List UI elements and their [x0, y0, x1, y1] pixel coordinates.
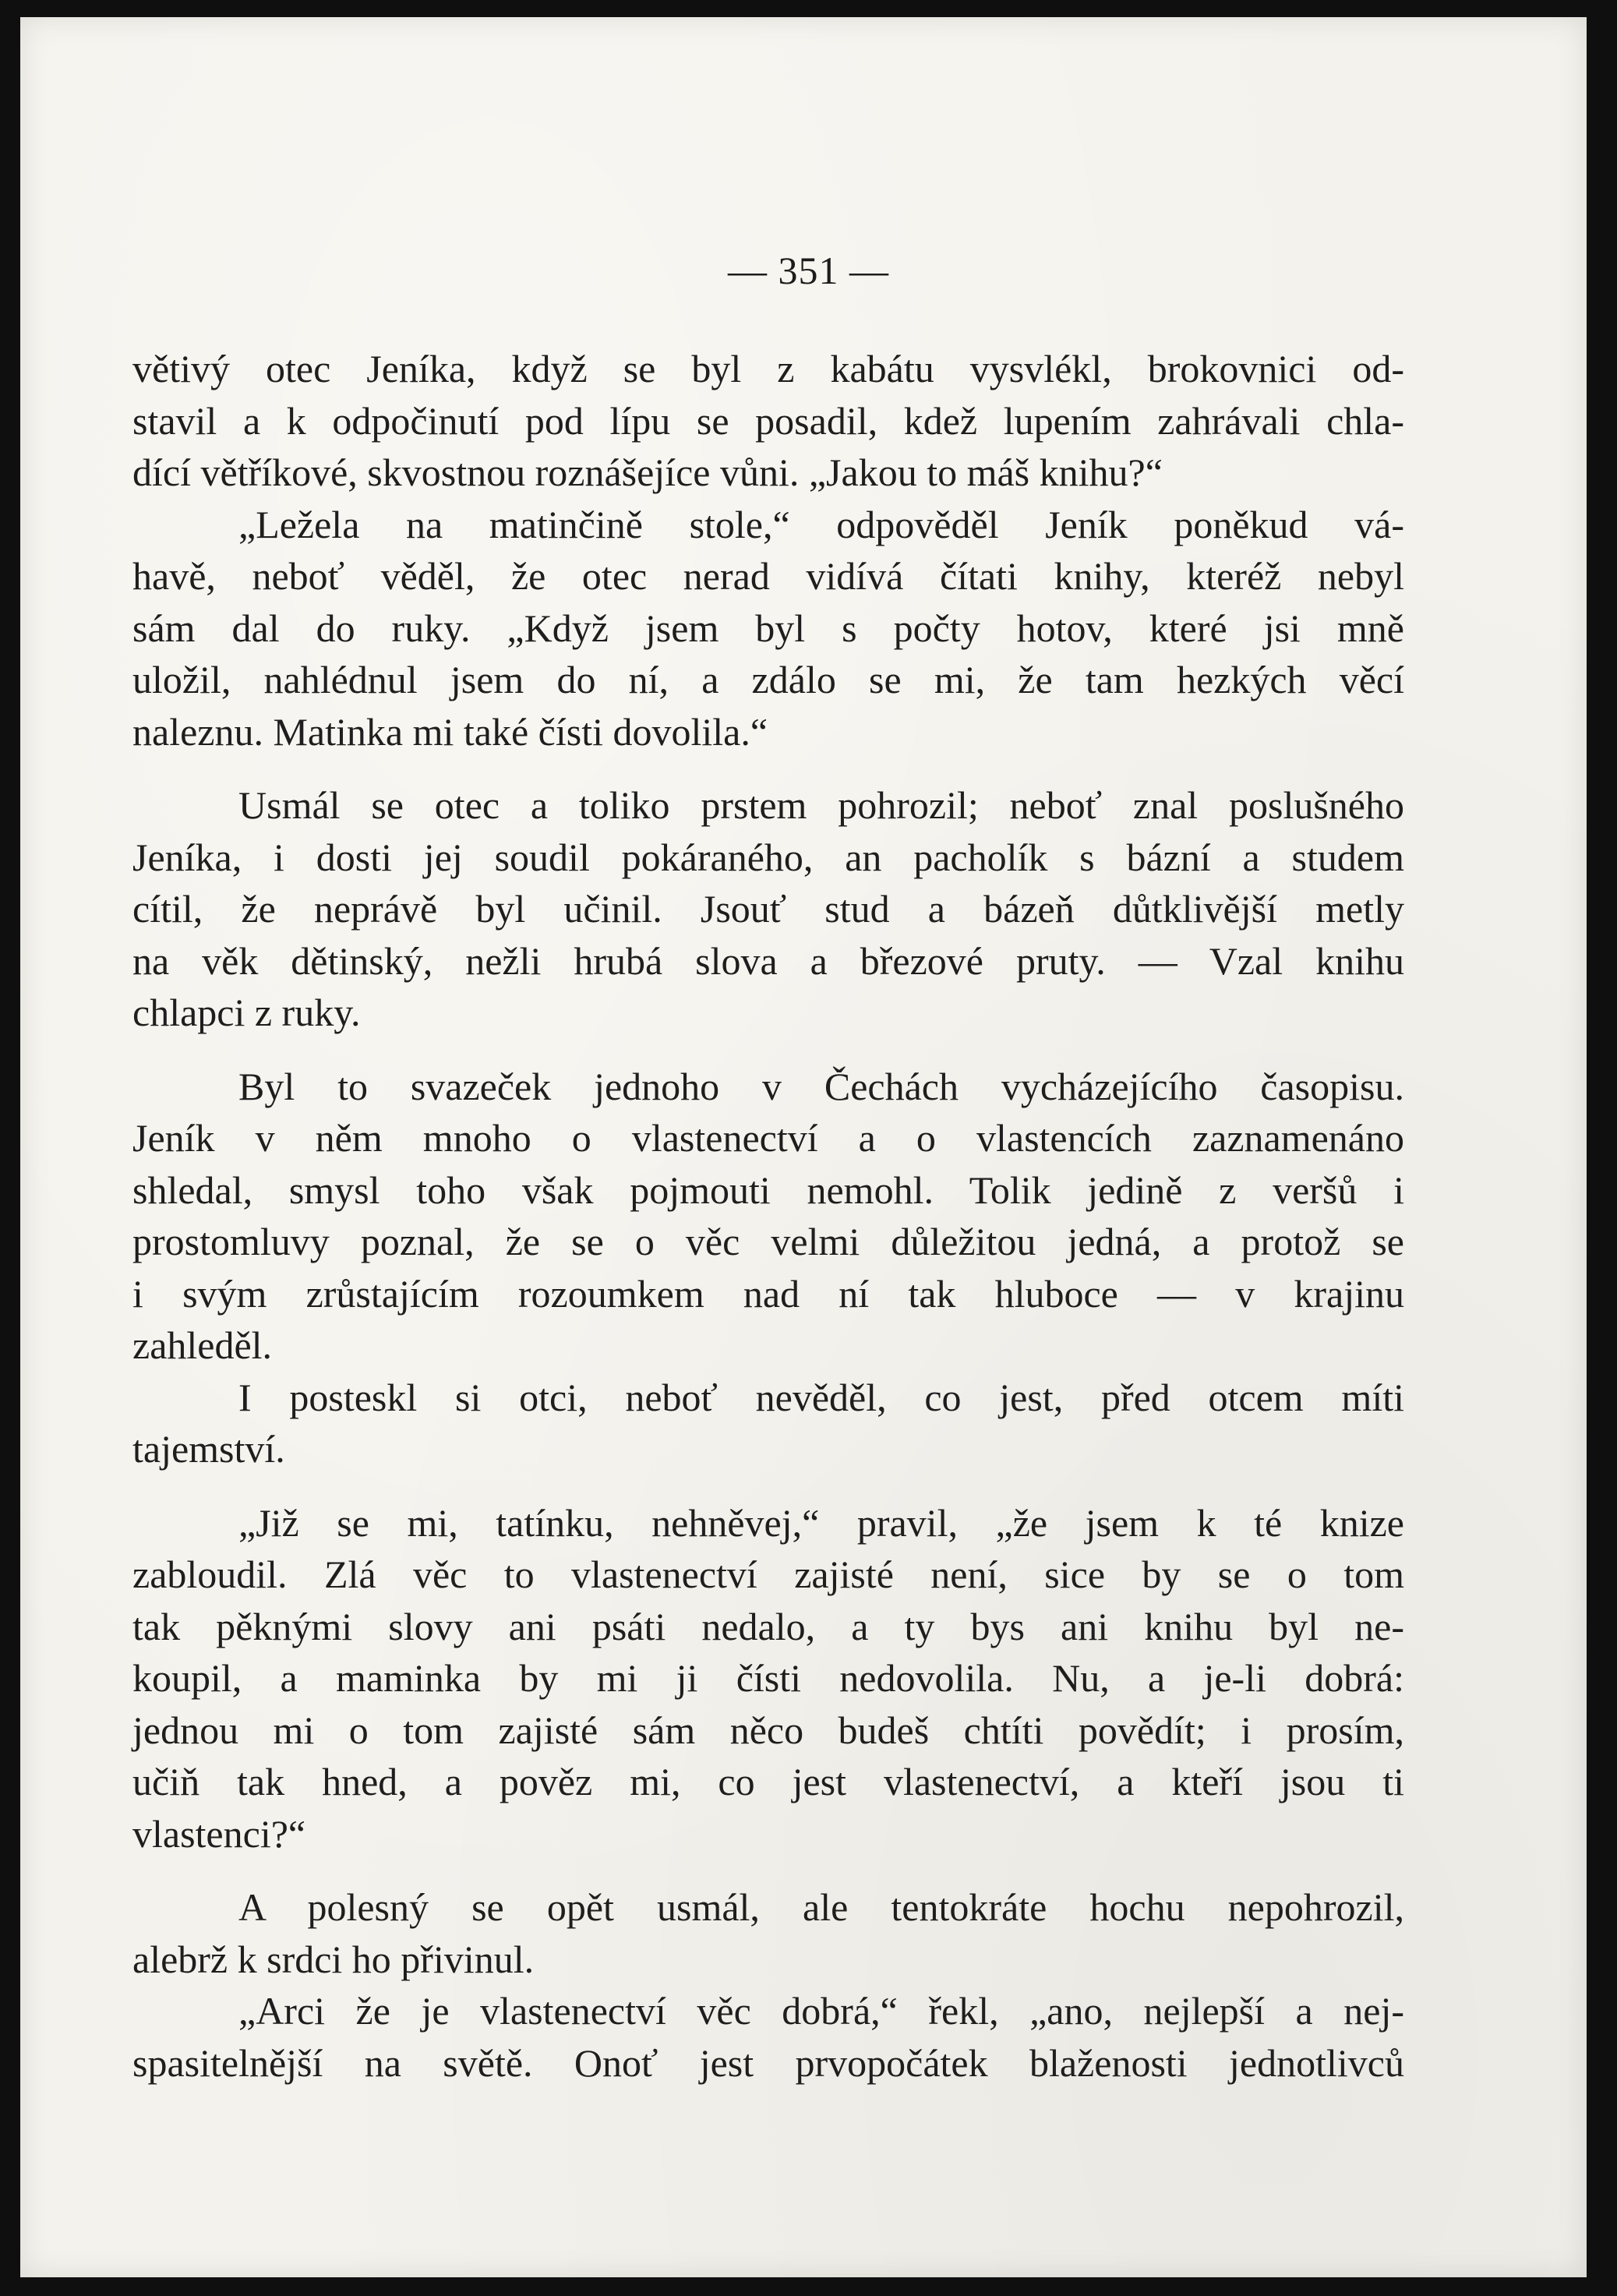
paragraph: [132, 1985, 1404, 2089]
text-line: cítil, že neprávě byl učinil. Jsouť stud a bázeň důtklivější metly: [132, 887, 1404, 931]
paragraph: [132, 499, 1404, 758]
text-line: naleznu. Matinka mi také čísti dovolila.“: [132, 709, 768, 754]
text-line: sám dal do ruky. „Když jsem byl s počty hotov, které jsi mně: [132, 606, 1404, 650]
text-line: Jeník v něm mnoho o vlastenectví a o vlastencích zaznamenáno: [132, 1116, 1404, 1160]
text-line: Jeníka, i dosti jej soudil pokáraného, an pacholík s bázní a studem: [132, 835, 1404, 879]
paragraph: [132, 343, 1404, 499]
text-line: vlastenci?“: [132, 1811, 306, 1856]
text-line: A polesný se opět usmál, ale tentokráte hochu nepohrozil,: [238, 1885, 1404, 1929]
text-line: i svým zrůstajícím rozoumkem nad ní tak hluboce — v krajinu: [132, 1271, 1404, 1316]
text-line: shledal, smysl toho však pojmouti nemohl. Tolik jedině z veršů i: [132, 1167, 1404, 1212]
paragraph: [132, 1881, 1404, 1985]
text-line: chlapci z ruky.: [132, 991, 361, 1034]
page-number: — 351 —: [728, 249, 889, 292]
text-line: „Arci že je vlastenectví věc dobrá,“ řekl, „ano, nejlepší a nej-: [238, 1989, 1404, 2033]
text-line: Usmál se otec a toliko prstem pohrozil; neboť znal poslušného: [238, 783, 1404, 827]
text-line: I posteskl si otci, neboť nevěděl, co jest, před otcem míti: [238, 1375, 1404, 1419]
text-line: na věk dětinský, nežli hrubá slova a březové pruty. — Vzal knihu: [132, 938, 1404, 983]
text-line: „Již se mi, tatínku, nehněvej,“ pravil, „že jsem k té knize: [238, 1500, 1404, 1545]
body-text: [132, 343, 1404, 2089]
text-line: spasitelnější na světě. Onoť jest prvopočátek blaženosti jednotlivců: [132, 2040, 1404, 2085]
text-line: zahleděl.: [132, 1323, 273, 1367]
text-line: alebrž k srdci ho přivinul.: [132, 1937, 535, 1981]
text-line: uložil, nahlédnul jsem do ní, a zdálo se mi, že tam hezkých věcí: [132, 658, 1404, 701]
paragraph: [132, 779, 1404, 1039]
text-line: Byl to svazeček jednoho v Čechách vycházejícího časopisu.: [238, 1064, 1404, 1108]
text-line: jednou mi o tom zajisté sám něco budeš chtíti povědít; i prosím,: [132, 1708, 1404, 1752]
text-line: dící větříkové, skvostnou roznášejíce vůni. „Jakou to máš knihu?“: [132, 450, 1163, 494]
paragraph: [132, 1061, 1404, 1372]
paragraph: [132, 1372, 1404, 1475]
text-line: větivý otec Jeníka, když se byl z kabátu vysvlékl, brokovnici od-: [132, 347, 1404, 390]
paragraph: [132, 1497, 1404, 1860]
text-line: stavil a k odpočinutí pod lípu se posadil, kdež lupením zahrávali chla-: [132, 398, 1404, 443]
text-line: havě, neboť věděl, že otec nerad vidívá čítati knihy, kteréž nebyl: [132, 554, 1404, 598]
text-line: prostomluvy poznal, že se o věc velmi důležitou jedná, a protož se: [132, 1220, 1404, 1263]
text-line: tak pěknými slovy ani psáti nedalo, a ty bys ani knihu byl ne-: [132, 1604, 1404, 1648]
text-line: učiň tak hned, a pověz mi, co jest vlastenectví, a kteří jsou ti: [132, 1760, 1404, 1803]
text-line: koupil, a maminka by mi ji čísti nedovolila. Nu, a je-li dobrá:: [132, 1656, 1404, 1700]
text-line: „Ležela na matinčině stole,“ odpověděl Jeník poněkud vá-: [238, 502, 1404, 546]
text-line: tajemství.: [132, 1427, 285, 1471]
text-line: zabloudil. Zlá věc to vlastenectví zajisté není, sice by se o tom: [132, 1552, 1404, 1596]
